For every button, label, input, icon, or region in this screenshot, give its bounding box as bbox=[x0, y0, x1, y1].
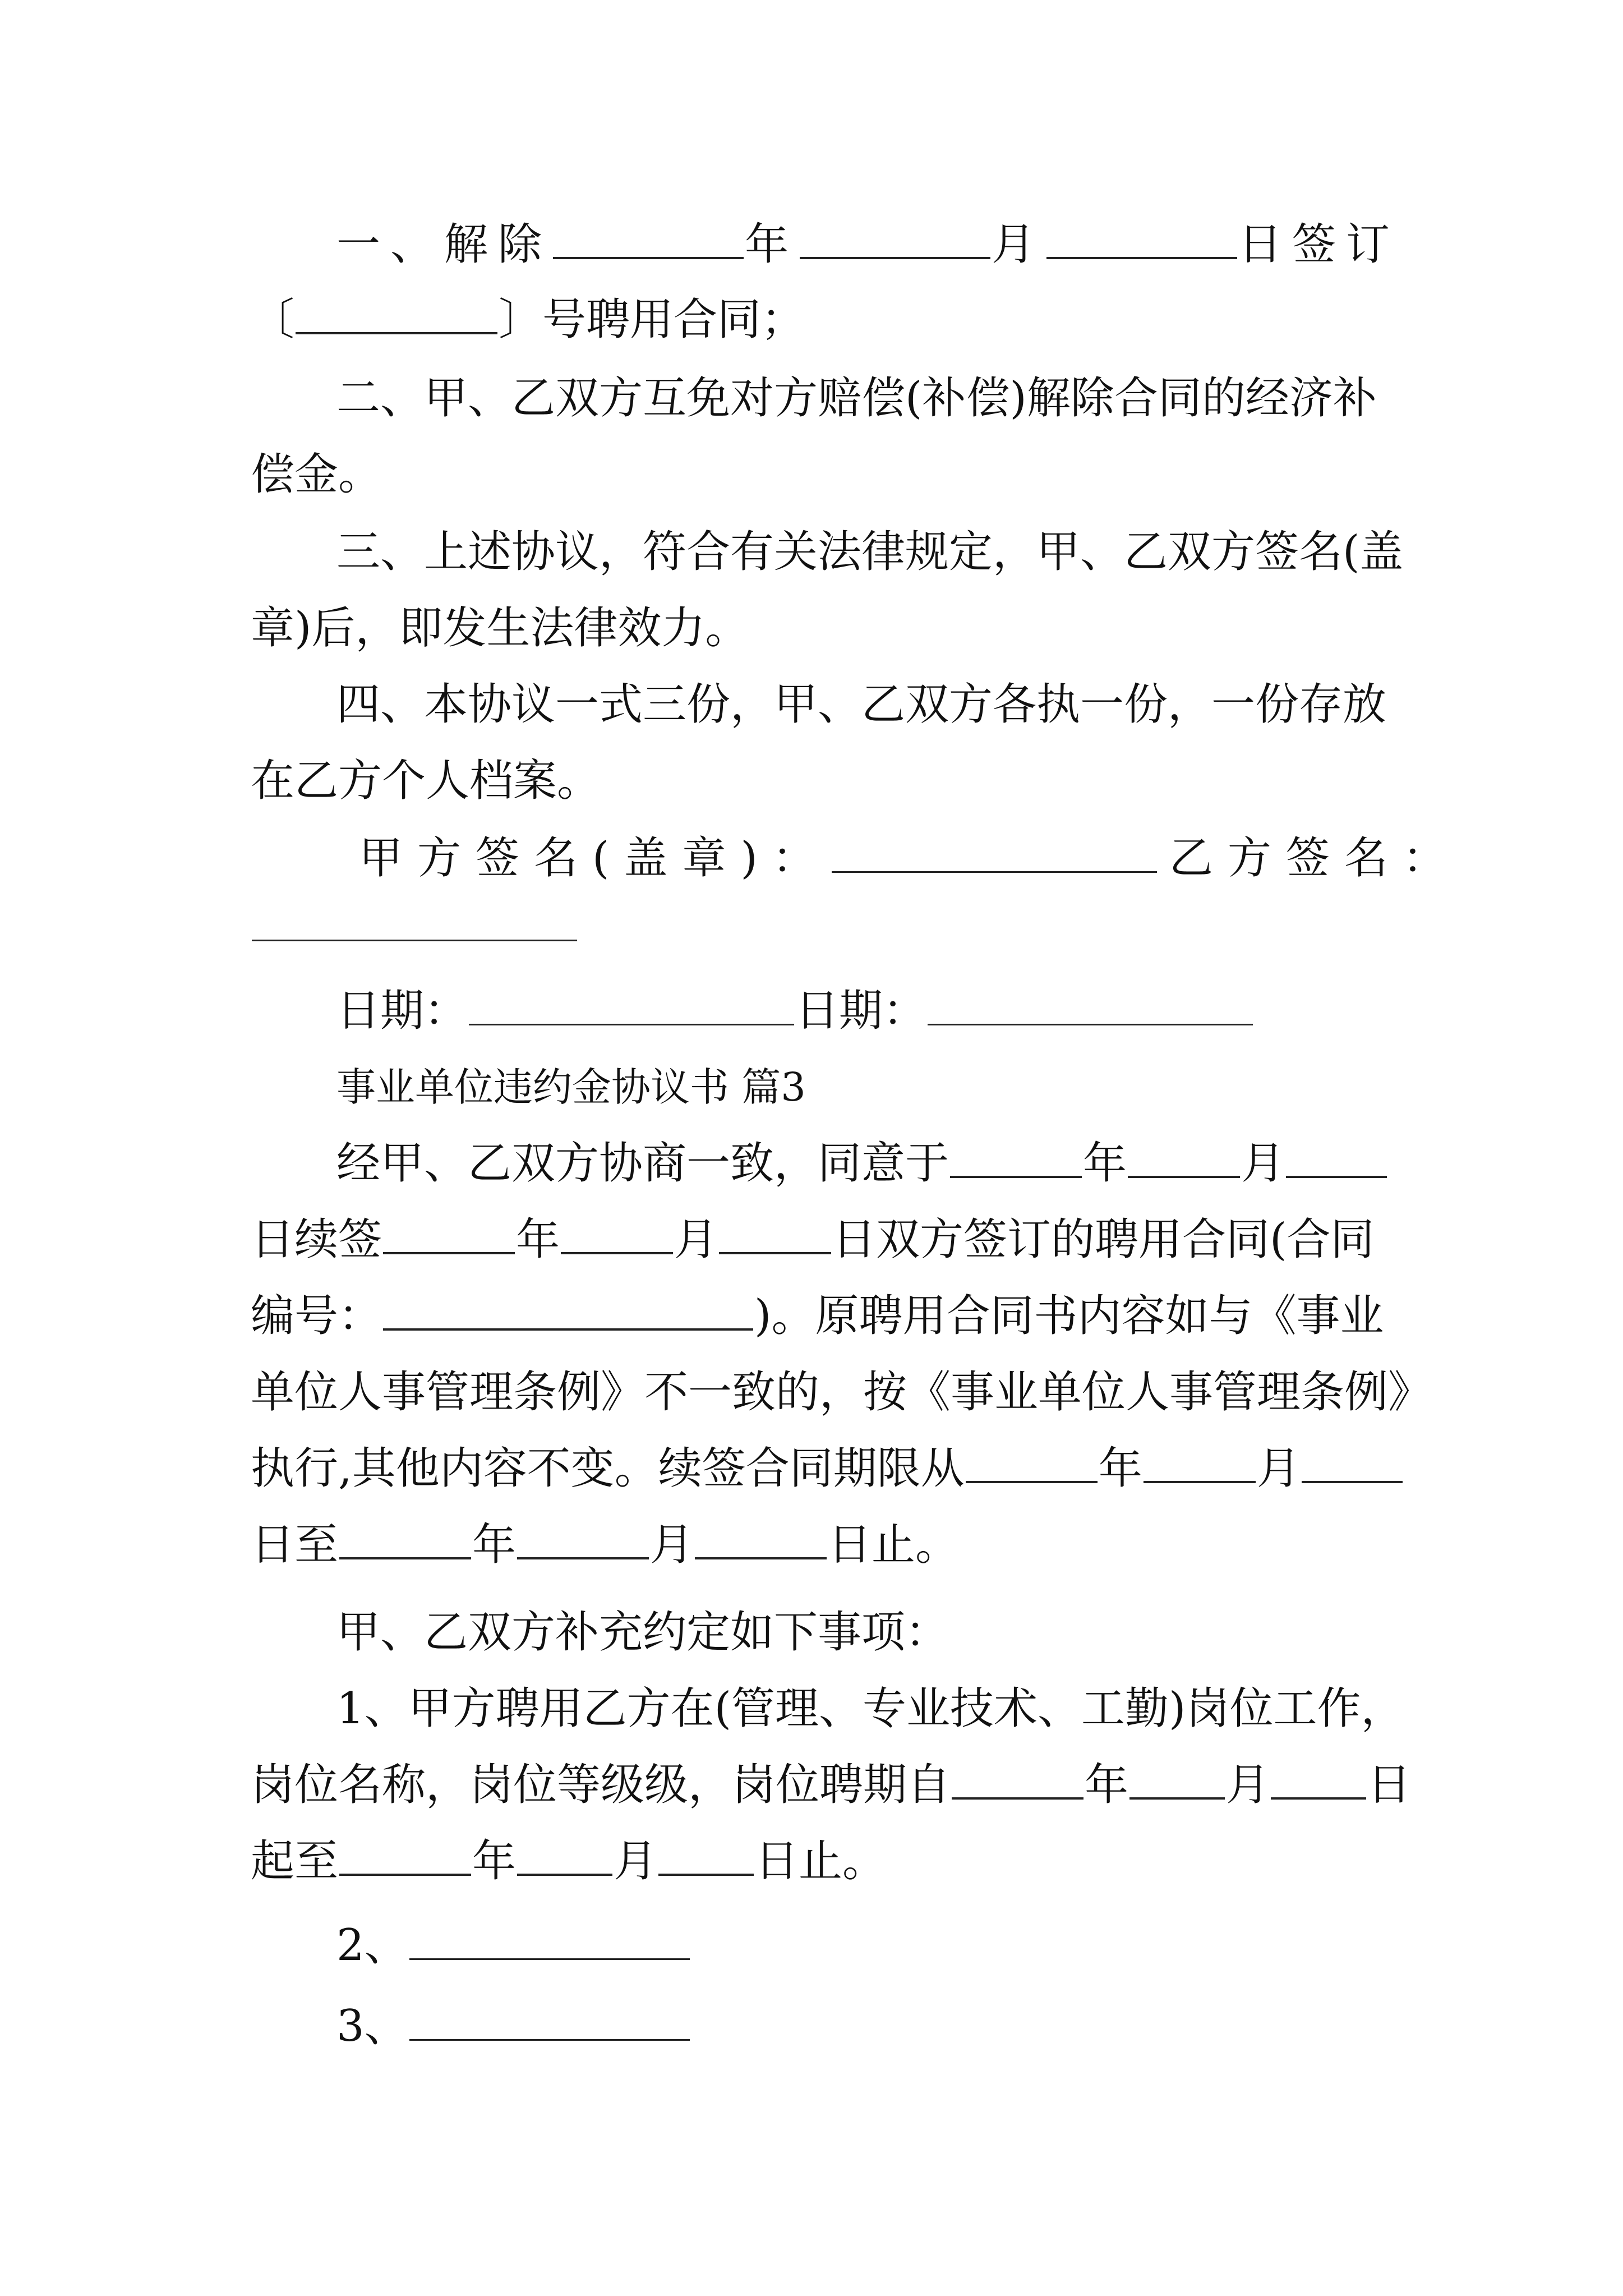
party-a-date-label: 日期： bbox=[336, 986, 468, 1036]
blank-term-end-month[interactable] bbox=[517, 1557, 649, 1559]
original-contract-text: )。原聘用合同书内容如与《事业 bbox=[754, 1291, 1384, 1341]
party-a-signature-blank[interactable] bbox=[832, 871, 1157, 873]
item-2-blank[interactable] bbox=[409, 1958, 690, 1960]
position-end-text: 日止。 bbox=[755, 1836, 887, 1887]
position-text: 岗位名称，岗位等级级，岗位聘期自 bbox=[251, 1760, 951, 1810]
year-label: 年 bbox=[472, 1836, 517, 1887]
supplementary-item-1-line-1: 1、甲方聘用乙方在(管理、专业技术、工勤)岗位工作， bbox=[336, 1683, 1405, 1734]
supplementary-item-1-line-2 bbox=[251, 1751, 1412, 1819]
day-label: 日 bbox=[1367, 1760, 1412, 1810]
renewal-line-5 bbox=[251, 1435, 1384, 1502]
month-label: 月 bbox=[614, 1836, 658, 1887]
party-b-date-blank[interactable] bbox=[928, 1024, 1253, 1025]
blank-term-end-year[interactable] bbox=[339, 1557, 471, 1559]
clause-2-line-1: 二、甲、乙双方互免对方赔偿(补偿)解除合同的经济补 bbox=[336, 373, 1377, 424]
supplementary-item-3 bbox=[336, 1993, 1384, 2060]
party-a-signature-label: 甲方签名(盖章)： bbox=[359, 833, 831, 884]
renewal-line-4: 单位人事管理条例》不一致的，按《事业单位人事管理条例》 bbox=[251, 1367, 1432, 1418]
term-text: 执行,其他内容不变。续签合同期限从 bbox=[251, 1443, 965, 1494]
blank-term-start-day[interactable] bbox=[1302, 1481, 1403, 1483]
blank-year[interactable] bbox=[553, 257, 744, 259]
year-label: 年 bbox=[1085, 1760, 1129, 1810]
blank-term-start-year[interactable] bbox=[966, 1481, 1098, 1483]
supplementary-item-2 bbox=[336, 1912, 1384, 1979]
signature-line bbox=[359, 825, 1461, 892]
clause-3-line-2: 章)后，即发生法律效力。 bbox=[251, 603, 749, 654]
month-label: 月 bbox=[1256, 1443, 1301, 1494]
blank-day[interactable] bbox=[1046, 257, 1237, 259]
renewal-line-3 bbox=[251, 1282, 1384, 1350]
contract-number-label: 编号： bbox=[251, 1291, 382, 1341]
date-line bbox=[336, 977, 1384, 1045]
blank-position-start-year[interactable] bbox=[952, 1797, 1083, 1800]
year-label: 年 bbox=[745, 219, 799, 270]
clause-1-line-2 bbox=[251, 286, 1384, 353]
blank-position-start-day[interactable] bbox=[1271, 1797, 1366, 1800]
party-a-date-blank[interactable] bbox=[469, 1024, 794, 1025]
blank-month[interactable] bbox=[800, 257, 990, 259]
renewal-day-text: 日续签 bbox=[251, 1214, 382, 1265]
year-label: 年 bbox=[472, 1520, 517, 1570]
clause-1-line-1 bbox=[336, 211, 1400, 278]
month-label: 月 bbox=[674, 1214, 718, 1265]
blank-position-start-month[interactable] bbox=[1129, 1797, 1225, 1800]
blank-contract-number[interactable] bbox=[383, 1328, 753, 1331]
position-until-text: 起至 bbox=[251, 1836, 339, 1887]
item-3-blank[interactable] bbox=[409, 2039, 690, 2041]
party-b-signature-line bbox=[251, 893, 1384, 960]
bracket-open: 〔 bbox=[251, 295, 295, 345]
party-b-date-label: 日期： bbox=[795, 986, 927, 1036]
blank-term-start-month[interactable] bbox=[1144, 1481, 1256, 1483]
blank-position-end-year[interactable] bbox=[339, 1874, 471, 1876]
blank-sign-month[interactable] bbox=[561, 1252, 673, 1254]
blank-sign-year[interactable] bbox=[383, 1252, 515, 1254]
party-b-signature-label: 乙方签名： bbox=[1169, 833, 1461, 884]
clause-3-line-1: 三、上述协议，符合有关法律规定，甲、乙双方签名(盖 bbox=[336, 527, 1404, 577]
clause-2-line-2: 偿金。 bbox=[251, 449, 382, 500]
renewal-text: 经甲、乙双方协商一致，同意于 bbox=[336, 1138, 949, 1189]
renewal-line-2 bbox=[251, 1206, 1384, 1273]
contract-text: 日双方签订的聘用合同(合同 bbox=[832, 1214, 1375, 1265]
clause-4-line-1: 四、本协议一式三份，甲、乙双方各执一份，一份存放 bbox=[336, 679, 1387, 730]
blank-contract-number[interactable] bbox=[296, 332, 497, 334]
supplementary-item-1-line-3 bbox=[251, 1828, 1384, 1895]
supplementary-heading: 甲、乙双方补充约定如下事项： bbox=[336, 1607, 949, 1658]
item-2-label: 2、 bbox=[336, 1920, 408, 1971]
clause-4-line-2: 在乙方个人档案。 bbox=[251, 756, 601, 806]
year-label: 年 bbox=[1083, 1138, 1127, 1189]
section-heading: 事业单位违约金协议书 篇3 bbox=[336, 1064, 806, 1110]
blank-renew-day[interactable] bbox=[1286, 1176, 1387, 1178]
party-b-signature-blank[interactable] bbox=[252, 940, 577, 941]
day-sign-label: 日签订 bbox=[1238, 219, 1400, 270]
blank-position-end-month[interactable] bbox=[517, 1874, 612, 1876]
clause-1-text: 一、解除 bbox=[336, 219, 552, 270]
blank-sign-day[interactable] bbox=[719, 1252, 831, 1254]
item-3-label: 3、 bbox=[336, 2001, 408, 2051]
contract-label: 〕号聘用合同； bbox=[499, 295, 805, 345]
year-label: 年 bbox=[516, 1214, 560, 1265]
blank-term-end-day[interactable] bbox=[695, 1557, 827, 1559]
month-label: 月 bbox=[650, 1520, 694, 1570]
month-label: 月 bbox=[1241, 1138, 1285, 1189]
term-end-text: 日止。 bbox=[828, 1520, 960, 1570]
blank-position-end-day[interactable] bbox=[658, 1874, 754, 1876]
month-label: 月 bbox=[1226, 1760, 1270, 1810]
month-label: 月 bbox=[992, 219, 1046, 270]
year-label: 年 bbox=[1098, 1443, 1142, 1494]
blank-renew-year[interactable] bbox=[950, 1176, 1082, 1178]
term-until-text: 日至 bbox=[251, 1520, 339, 1570]
renewal-line-1 bbox=[336, 1130, 1384, 1197]
renewal-line-6 bbox=[251, 1511, 1384, 1579]
blank-renew-month[interactable] bbox=[1128, 1176, 1240, 1178]
